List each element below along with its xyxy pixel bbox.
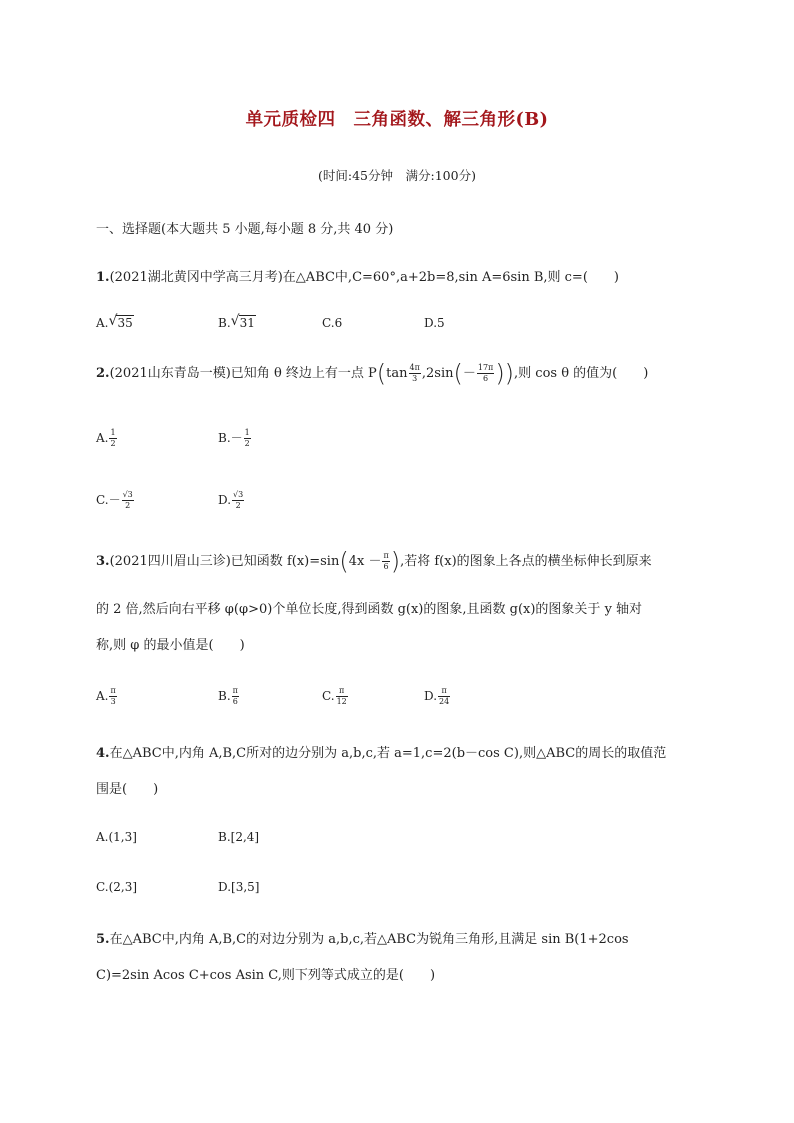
math-tan: tan: [386, 366, 408, 381]
q3-option-a[interactable]: [96, 686, 118, 707]
question-5-line-2: C)=2sin Acos C+cos Asin C,则下列等式成立的是( ): [96, 968, 436, 983]
q1-option-c[interactable]: C.6: [322, 316, 343, 330]
q2-option-c[interactable]: [96, 490, 135, 511]
option-label: B.－: [218, 431, 243, 445]
question-4: [96, 742, 666, 761]
question-3-line-3: 称,则 φ 的最小值是( ): [96, 638, 245, 653]
question-3: 3.(2021四川眉山三诊)已知函数 f(x)=sin(4x － $\frac{\pi}{6}$ ),若将 f(x)的图象上各点的横坐标伸长到原来: [96, 547, 652, 576]
fraction: $\frac{√3}{2}$: [122, 490, 133, 510]
question-number: 5.: [96, 932, 110, 947]
question-text: 在△ABC中,内角 A,B,C所对的边分别为 a,b,c,若 a=1,c=2(b－cos C),则△ABC的周长的取值范: [109, 746, 667, 761]
sqrt-expression: √ 31: [230, 313, 255, 330]
question-1: [96, 266, 619, 285]
q4-option-b[interactable]: B.[2,4]: [218, 830, 260, 844]
q2-option-d[interactable]: [218, 490, 245, 511]
q4-option-c[interactable]: C.(2,3]: [96, 880, 138, 894]
option-label: A.: [96, 689, 109, 703]
page-title: 单元质检四 三角函数、解三角形(B): [245, 110, 549, 130]
section-heading: 一、选择题(本大题共 5 小题,每小题 8 分,共 40 分): [96, 222, 394, 237]
question-text: (2021四川眉山三诊)已知函数 f(x)=sin: [109, 554, 340, 569]
question-4-line-2: 围是( ): [96, 782, 159, 797]
question-5: [96, 928, 629, 947]
option-label: D.: [424, 689, 438, 703]
question-text-tail: ,若将 f(x)的图象上各点的横坐标伸长到原来: [400, 554, 652, 569]
option-label: C.: [322, 689, 335, 703]
q1-option-a[interactable]: [96, 313, 134, 330]
sqrt-expression: √ 35: [108, 313, 133, 330]
question-3-line-2: 的 2 倍,然后向右平移 φ(φ>0)个单位长度,得到函数 g(x)的图象,且函数 g(x)的图象关于 y 轴对: [96, 602, 643, 617]
math-sin: ,2sin: [421, 366, 454, 381]
fraction: $\frac{\pi}{6}$: [383, 551, 389, 571]
question-number: 3.: [96, 554, 110, 569]
question-number: 1.: [96, 270, 110, 285]
question-number: 2.: [96, 366, 110, 381]
q4-option-d[interactable]: D.[3,5]: [218, 880, 260, 894]
option-label: C.－: [96, 493, 121, 507]
option-label: A.: [96, 431, 109, 445]
option-label: D.: [218, 493, 232, 507]
math-expression: 4x －: [348, 554, 382, 569]
fraction: $\frac{1}{2}$: [110, 428, 116, 448]
question-text: 在△ABC中,内角 A,B,C的对边分别为 a,b,c,若△ABC为锐角三角形,且满足 sin B(1+2cos: [109, 932, 629, 947]
q1-option-b[interactable]: [218, 313, 256, 330]
question-2: 2.(2021山东青岛一模)已知角 θ 终边上有一点 P(tan $\frac{4\pi}{3}$ ,2sin(－ $\frac{17\pi}{6}$ )),则 cos θ 的值为( ): [96, 359, 649, 388]
q4-option-a[interactable]: A.(1,3]: [96, 830, 137, 844]
q1-option-d[interactable]: D.5: [424, 316, 445, 330]
fraction: $\frac{\pi}{12}$: [336, 686, 347, 706]
fraction: $\frac{\pi}{3}$: [110, 686, 116, 706]
fraction: $\frac{4\pi}{3}$: [409, 363, 420, 383]
question-text: (2021湖北黄冈中学高三月考)在△ABC中,C=60°,a+2b=8,sin A=6sin B,则 c=( ): [109, 270, 619, 285]
option-label: A.: [96, 316, 109, 330]
q3-option-d[interactable]: [424, 686, 451, 707]
question-text: (2021山东青岛一模)已知角 θ 终边上有一点 P: [109, 366, 377, 381]
math-minus: －: [462, 366, 476, 381]
option-label: B.: [218, 316, 231, 330]
fraction: $\frac{√3}{2}$: [233, 490, 244, 510]
fraction: $\frac{17\pi}{6}$: [477, 363, 494, 383]
fraction: $\frac{1}{2}$: [244, 428, 250, 448]
option-label: B.: [218, 689, 231, 703]
question-number: 4.: [96, 746, 110, 761]
q3-option-b[interactable]: [218, 686, 240, 707]
fraction: $\frac{\pi}{24}$: [439, 686, 450, 706]
q2-option-a[interactable]: [96, 428, 118, 449]
q2-option-b[interactable]: [218, 428, 252, 449]
question-text-tail: ,则 cos θ 的值为( ): [514, 366, 649, 381]
fraction: $\frac{\pi}{6}$: [232, 686, 238, 706]
q3-option-c[interactable]: [322, 686, 349, 707]
exam-info: (时间:45分钟 满分:100分): [318, 168, 476, 183]
